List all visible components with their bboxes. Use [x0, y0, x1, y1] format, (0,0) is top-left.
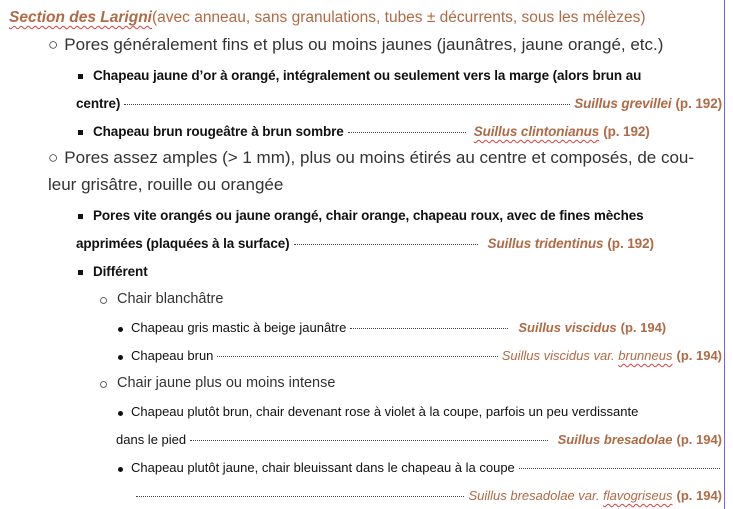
dot-leader: [217, 355, 497, 357]
item-text: Pores vite orangés ou jaune orangé, chair orange, chapeau roux, avec de fines mèches: [93, 208, 644, 223]
different-text: Différent: [93, 264, 148, 279]
list-item-continuation: [76, 85, 722, 111]
square-bullet-icon: [78, 270, 83, 275]
dot-bullet-icon: [118, 411, 123, 416]
item-text: Chapeau brun rougeâtre à brun sombre: [93, 124, 344, 139]
dot-leader: [190, 439, 547, 441]
page-ref: (p. 192): [603, 124, 650, 139]
square-bullet-icon: [78, 214, 83, 219]
different-heading: [78, 253, 733, 279]
species-name: Suillus viscidus: [518, 320, 617, 335]
group2-heading-text: Pores assez amples (> 1 mm), plus ou moins étirés au centre et composés, de cou-: [64, 148, 695, 167]
section-note: (avec anneau, sans granulations, tubes ± décurrents, sous les mélèzes): [151, 9, 646, 26]
list-item: [118, 393, 733, 419]
item-text: Chapeau jaune d’or à orangé, intégralement ou seulement vers la marge (alors brun au: [93, 68, 642, 83]
list-item: [118, 337, 722, 363]
species-name: Suillus tridentinus: [487, 236, 604, 251]
page-ref: (p. 192): [607, 236, 654, 251]
group1-heading: [48, 29, 733, 55]
list-item: [118, 449, 720, 475]
group2-heading-continuation: [48, 169, 733, 195]
item-text: centre): [76, 96, 121, 111]
sub2-heading-text: Chair jaune plus ou moins intense: [117, 375, 336, 391]
dot-leader: [294, 243, 478, 245]
page-ref: (p. 194): [620, 320, 667, 335]
sub1-heading-text: Chair blanchâtre: [117, 291, 224, 307]
list-item: [118, 309, 722, 335]
dot-bullet-icon: [118, 327, 123, 332]
list-item-continuation: [116, 421, 722, 447]
page-ref: (p. 194): [676, 488, 722, 503]
dot-leader: [519, 467, 720, 469]
hollow-bullet-icon: [100, 381, 107, 388]
species-name: Suillus grevillei: [574, 96, 672, 111]
list-item-continuation: [136, 477, 722, 503]
dot-leader: [348, 131, 466, 133]
dot-bullet-icon: [118, 467, 123, 472]
group2-heading: [48, 142, 733, 168]
list-item-continuation: [76, 225, 722, 251]
circle-bullet-icon: ○: [48, 148, 59, 167]
species-name: Suillus viscidus var. brunneus: [501, 348, 673, 363]
hollow-bullet-icon: [100, 297, 107, 304]
page-ref: (p. 194): [676, 348, 722, 363]
dot-leader: [124, 103, 570, 105]
dot-leader: [350, 327, 508, 329]
section-title: Section des Larigni: [9, 9, 152, 26]
sub1-heading: [100, 281, 733, 307]
circle-bullet-icon: ○: [48, 35, 59, 54]
list-item: [78, 197, 733, 223]
section-heading: [9, 1, 731, 27]
item-text: Chapeau plutôt brun, chair devenant rose à violet à la coupe, parfois un peu verdissante: [131, 404, 639, 419]
square-bullet-icon: [78, 130, 83, 135]
dot-bullet-icon: [118, 355, 123, 360]
dot-leader: [136, 495, 464, 497]
list-item: [78, 113, 722, 139]
species-name: Suillus bresadolae var. flavogriseus: [468, 488, 673, 503]
item-text: Chapeau brun: [131, 348, 214, 363]
page-ref: (p. 194): [676, 432, 722, 447]
square-bullet-icon: [78, 74, 83, 79]
species-name: Suillus clintonianus: [473, 124, 600, 139]
item-text: apprimées (plaquées à la surface): [76, 236, 290, 251]
item-text: Chapeau gris mastic à beige jaunâtre: [131, 320, 347, 335]
group1-heading-text: Pores généralement fins et plus ou moins jaunes (jaunâtres, jaune orangé, etc.): [64, 35, 664, 54]
species-name: Suillus bresadolae: [557, 432, 673, 447]
sub2-heading: [100, 365, 733, 391]
page-margin-line: [724, 0, 725, 509]
page-ref: (p. 192): [675, 96, 722, 111]
item-text: Chapeau plutôt jaune, chair bleuissant dans le chapeau à la coupe: [131, 460, 515, 475]
group2-heading-text: leur grisâtre, rouille ou orangée: [48, 175, 284, 194]
list-item: [78, 57, 733, 83]
item-text: dans le pied: [116, 432, 187, 447]
